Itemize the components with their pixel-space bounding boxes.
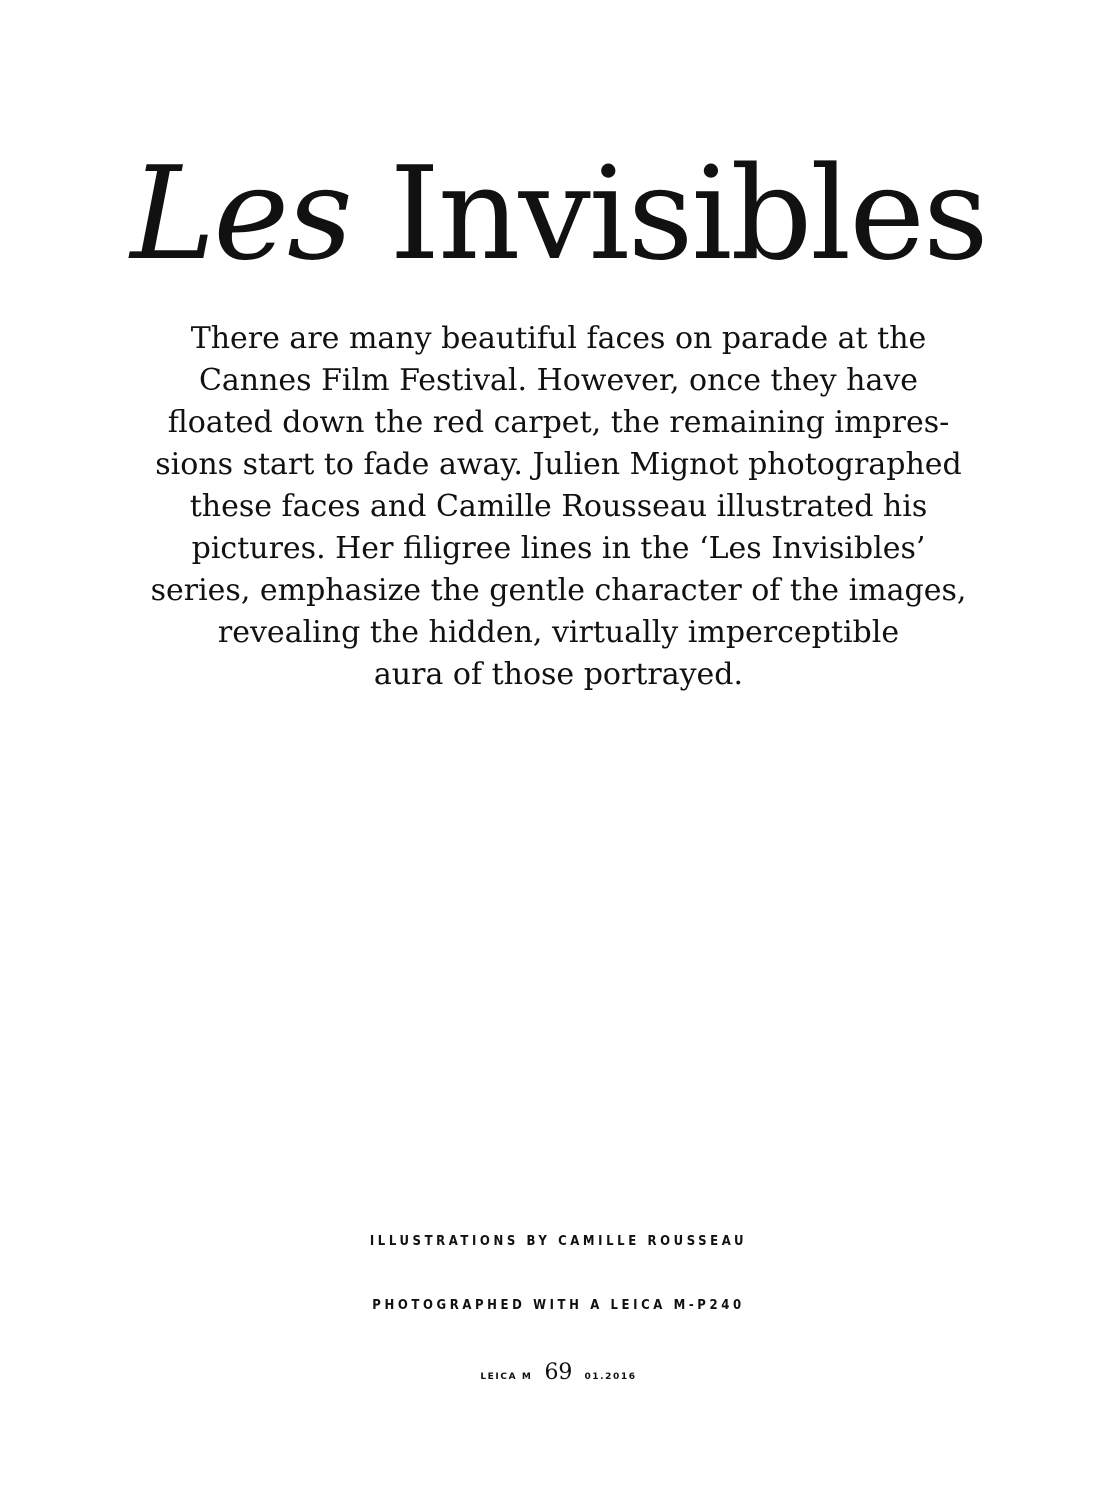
intro-line: series, emphasize the gentle character of the images, xyxy=(150,573,967,608)
page-number: 69 xyxy=(544,1360,573,1385)
article-title-regular: Invisibles xyxy=(389,140,987,289)
intro-line: these faces and Camille Rousseau illustrated his xyxy=(189,489,928,524)
intro-line: pictures. Her filigree lines in the ‘Les Invisibles’ xyxy=(191,531,926,566)
intro-line: floated down the red carpet, the remaining impres- xyxy=(167,405,950,440)
article-intro xyxy=(150,318,967,696)
illustration-credit: ILLUSTRATIONS BY CAMILLE ROUSSEAU xyxy=(369,1234,748,1249)
magazine-name: LEICA M xyxy=(480,1372,533,1382)
intro-line: revealing the hidden, virtually imperceptible xyxy=(217,615,900,650)
intro-line: aura of those portrayed. xyxy=(373,657,744,692)
intro-line: sions start to fade away. Julien Mignot photographed xyxy=(155,447,962,482)
intro-line: There are many beautiful faces on parade at the xyxy=(190,321,927,356)
page-folio xyxy=(0,1360,1117,1385)
issue-date: 01.2016 xyxy=(584,1372,637,1382)
intro-line: Cannes Film Festival. However, once they have xyxy=(198,363,919,398)
article-title-italic: Les xyxy=(130,140,351,289)
photo-credit: PHOTOGRAPHED WITH A LEICA M-P240 xyxy=(372,1298,745,1313)
article-title xyxy=(0,140,1117,290)
